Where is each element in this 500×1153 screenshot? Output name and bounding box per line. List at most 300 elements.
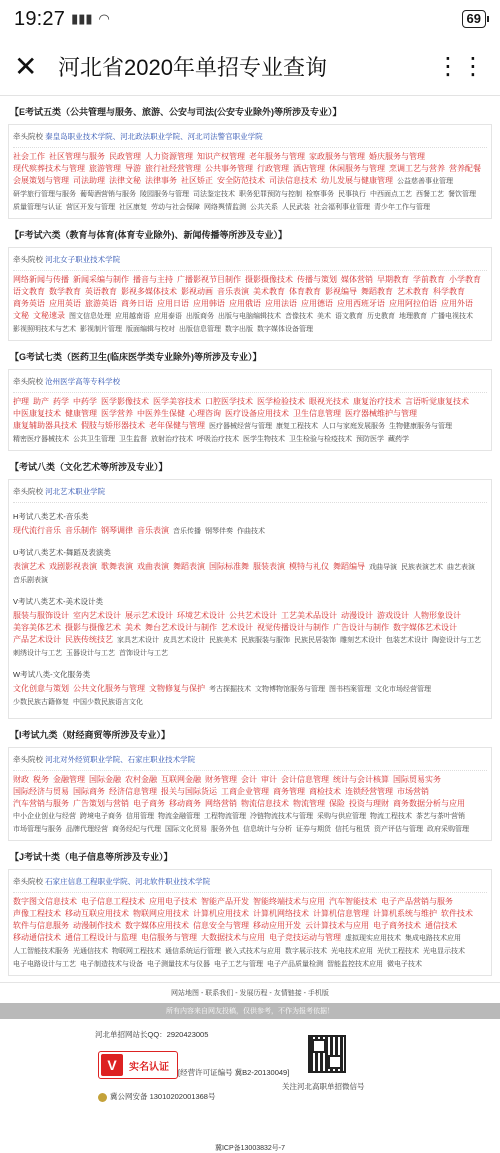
major-item: 数字媒体设备管理	[257, 326, 313, 333]
major-link[interactable]: 公共艺术设计	[229, 611, 277, 620]
major-item: 精密医疗器械技术	[13, 436, 69, 443]
major-item: 文化市场经营管理	[375, 686, 431, 693]
major-item: 资产评估与管理	[374, 826, 423, 833]
major-item: 版面编辑与校对	[126, 326, 175, 333]
major-link[interactable]: 社区矫正	[181, 176, 213, 185]
major-link[interactable]: 中医养生保健	[137, 409, 185, 418]
major-item: 陶瓷设计与工艺	[432, 637, 481, 644]
school-link[interactable]: 河北艺术职业学院	[45, 487, 106, 496]
major-link[interactable]: 数字图文信息技术	[13, 897, 77, 906]
major-item: 音乐传播	[173, 528, 201, 535]
major-item: 放射治疗技术	[151, 436, 193, 443]
major-link[interactable]: 国际贸易实务	[393, 775, 441, 784]
category-section	[8, 457, 492, 719]
major-item: 光通信技术	[73, 948, 108, 955]
major-list	[13, 896, 487, 971]
major-link[interactable]: 美术	[125, 623, 141, 632]
major-link[interactable]: 汽车营销与服务	[13, 799, 69, 808]
major-link[interactable]: 工艺美术品设计	[281, 611, 337, 620]
major-link[interactable]: 人力资源管理	[145, 152, 193, 161]
major-item: 公共卫生管理	[73, 436, 115, 443]
major-link[interactable]: 安全防范技术	[217, 176, 265, 185]
major-link[interactable]: 农村金融	[125, 775, 157, 784]
major-link[interactable]: 软件技术	[441, 909, 473, 918]
major-link[interactable]: 云计算技术与应用	[305, 921, 369, 930]
major-link[interactable]: 计算机网络技术	[253, 909, 309, 918]
major-link[interactable]: 大数据技术与应用	[201, 933, 265, 942]
major-link[interactable]: 室内艺术设计	[73, 611, 121, 620]
major-item: 中国少数民族语言文化	[73, 699, 143, 706]
major-link[interactable]: 营养配餐	[449, 164, 481, 173]
major-link[interactable]: 传播与策划	[297, 275, 337, 284]
major-item: 职务犯罪预防与控制	[239, 191, 302, 198]
major-item: 卫生检验与检疫技术	[289, 436, 352, 443]
major-link[interactable]: 应用日语	[157, 299, 189, 308]
major-link[interactable]: 英语教育	[85, 287, 117, 296]
major-link[interactable]: 家政服务与管理	[309, 152, 365, 161]
major-item: 数字展示技术	[285, 948, 327, 955]
major-link[interactable]: 互联网金融	[161, 775, 201, 784]
major-link[interactable]: 国际金融	[89, 775, 121, 784]
major-link[interactable]: 展示艺术设计	[125, 611, 173, 620]
major-link[interactable]: 电子竞技运动与管理	[269, 933, 341, 942]
major-link[interactable]: 学前教育	[413, 275, 445, 284]
major-link[interactable]: 审计	[261, 775, 277, 784]
major-item: 公共关系	[250, 204, 278, 211]
major-link[interactable]: 金融管理	[53, 775, 85, 784]
major-link[interactable]: 电子商务技术	[373, 921, 421, 930]
major-item: 应用越南语	[115, 313, 150, 320]
major-link[interactable]: 医学检验技术	[257, 397, 305, 406]
major-link[interactable]: 音乐制作	[65, 526, 97, 535]
major-item: 公益慈善事业管理	[397, 178, 453, 185]
major-link[interactable]: 中医康复技术	[13, 409, 61, 418]
major-item: 历史教育	[367, 313, 395, 320]
major-item: 电子测量技术与仪器	[147, 961, 210, 968]
major-item: 电子制造技术与设备	[80, 961, 143, 968]
major-link[interactable]: 钢琴调律	[101, 526, 133, 535]
major-link[interactable]: 艺术教育	[397, 287, 429, 296]
lead-schools-label: 牵头院校	[13, 877, 46, 886]
major-list	[13, 151, 487, 214]
major-link[interactable]: 声像工程技术	[13, 909, 61, 918]
major-link[interactable]: 移动通信技术	[13, 933, 61, 942]
subcategory-title: W考试八类-文化服务类	[13, 670, 91, 679]
major-link[interactable]: 物流信息技术	[241, 799, 289, 808]
police-emblem-icon	[98, 1093, 107, 1102]
major-link[interactable]: 服装表演	[253, 562, 285, 571]
major-link[interactable]: 假肢与矫形器技术	[81, 421, 145, 430]
major-link[interactable]: 摄影摄像技术	[245, 275, 293, 284]
major-item: 地理教育	[399, 313, 427, 320]
license-number: [经营许可证编号 冀B2-20130049]	[178, 1068, 290, 1077]
qr-label: 关注河北高职单招微信号	[282, 1082, 365, 1091]
major-link[interactable]: 舞蹈表演	[173, 562, 205, 571]
major-item: 研学旅行管理与服务	[13, 191, 76, 198]
subcategory	[13, 507, 487, 538]
major-link[interactable]: 媒体营销	[341, 275, 373, 284]
major-item: 智能监控技术应用	[327, 961, 383, 968]
major-link[interactable]: 应用法语	[265, 299, 297, 308]
major-link[interactable]: 连锁经营管理	[345, 787, 393, 796]
major-link[interactable]: 体育教育	[289, 287, 321, 296]
major-item: 信用管理	[126, 813, 154, 820]
major-item: 服务外包	[211, 826, 239, 833]
major-item: 首饰设计与工艺	[119, 650, 168, 657]
major-link[interactable]: 文物修复与保护	[149, 684, 205, 693]
footer-links[interactable]: 网站地图 - 联系我们 - 发展历程 - 友情链接 - 手机版	[171, 990, 329, 997]
major-link[interactable]: 行政管理	[257, 164, 289, 173]
major-link[interactable]: 烹调工艺与营养	[389, 164, 445, 173]
school-link[interactable]: 沧州医学高等专科学校	[45, 377, 121, 386]
subcategory	[13, 665, 487, 709]
major-link[interactable]: 动漫设计	[341, 611, 373, 620]
major-link[interactable]: 康复辅助器具技术	[13, 421, 77, 430]
major-link[interactable]: 影视多媒体技术	[121, 287, 177, 296]
major-link[interactable]: 网络营销	[205, 799, 237, 808]
major-link[interactable]: 计算机应用技术	[193, 909, 249, 918]
major-link[interactable]: 会计信息管理	[281, 775, 329, 784]
major-item: 跨境电子商务	[80, 813, 122, 820]
major-link[interactable]: 酒店管理	[293, 164, 325, 173]
major-link[interactable]: 公共事务管理	[205, 164, 253, 173]
major-link[interactable]: 旅行社经营管理	[145, 164, 201, 173]
major-link[interactable]: 数字媒体应用技术	[125, 921, 189, 930]
major-link[interactable]: 音乐表演	[137, 526, 169, 535]
major-link[interactable]: 财务管理	[205, 775, 237, 784]
major-item: 曲艺表演	[447, 564, 475, 571]
major-link[interactable]: 移动互联应用技术	[65, 909, 129, 918]
school-link[interactable]: 秦皇岛职业技术学院、河北政法职业学院、河北司法警官职业学院	[45, 132, 263, 141]
major-link[interactable]: 导游	[125, 164, 141, 173]
major-link[interactable]: 戏剧影视表演	[49, 562, 97, 571]
major-link[interactable]: 现代流行音乐	[13, 526, 61, 535]
school-link[interactable]: 河北对外经贸职业学院、石家庄职业技术学院	[45, 755, 196, 764]
verified-badge	[98, 1051, 178, 1079]
major-link[interactable]: 人物形象设计	[413, 611, 461, 620]
major-link[interactable]: 商检技术	[309, 787, 341, 796]
major-item: 中小企业创业与经营	[13, 813, 76, 820]
major-link[interactable]: 眼视光技术	[309, 397, 349, 406]
major-link[interactable]: 网络新闻与传播	[13, 275, 69, 284]
major-link[interactable]: 护理	[13, 397, 29, 406]
police-record	[98, 1091, 215, 1102]
major-link[interactable]: 模特与礼仪	[289, 562, 329, 571]
subcategory-title: H考试八类艺术-音乐类	[13, 512, 89, 521]
major-link[interactable]: 老年保健与管理	[149, 421, 205, 430]
major-item: 工程物流管理	[204, 813, 246, 820]
major-link[interactable]: 软件与信息服务	[13, 921, 69, 930]
police-record-text: 冀公网安备 13010202001368号	[110, 1092, 216, 1101]
major-link[interactable]: 歌舞表演	[101, 562, 133, 571]
major-link[interactable]: 报关与国际货运	[161, 787, 217, 796]
major-link[interactable]: 播音与主持	[133, 275, 173, 284]
major-link[interactable]: 应用英语	[49, 299, 81, 308]
major-link[interactable]: 投资与理财	[349, 799, 389, 808]
major-link[interactable]: 医学营养	[101, 409, 133, 418]
major-link[interactable]: 通信技术	[425, 921, 457, 930]
school-link[interactable]: 石家庄信息工程职业学院、河北软件职业技术学院	[45, 877, 211, 886]
major-link[interactable]: 广播影视节目制作	[177, 275, 241, 284]
major-link[interactable]: 智能终端技术与应用	[253, 897, 325, 906]
major-link[interactable]: 法律事务	[145, 176, 177, 185]
major-link[interactable]: 科学教育	[433, 287, 465, 296]
major-link[interactable]: 电信服务与管理	[141, 933, 197, 942]
major-link[interactable]: 医疗设备应用技术	[225, 409, 289, 418]
major-link[interactable]: 艺术设计	[221, 623, 253, 632]
major-item: 影视照明技术与艺术	[13, 326, 76, 333]
major-link[interactable]: 移动商务	[169, 799, 201, 808]
major-item: 音像技术	[285, 313, 313, 320]
major-item: 刺绣设计与工艺	[13, 650, 62, 657]
major-link[interactable]: 产品艺术设计	[13, 635, 61, 644]
major-item: 图书档案管理	[329, 686, 371, 693]
major-link[interactable]: 文化创意与策划	[13, 684, 69, 693]
major-link[interactable]: 经济信息管理	[109, 787, 157, 796]
major-link[interactable]: 游戏设计	[377, 611, 409, 620]
major-item: 葡萄酒营销与服务	[80, 191, 136, 198]
major-list	[13, 561, 487, 587]
major-link[interactable]: 电子信息工程技术	[81, 897, 145, 906]
major-link[interactable]: 医学美容技术	[153, 397, 201, 406]
major-link[interactable]: 商务英语	[13, 299, 45, 308]
major-item: 出版与电脑编辑技术	[218, 313, 281, 320]
major-item: 呼吸治疗技术	[197, 436, 239, 443]
major-item: 虚拟现实应用技术	[345, 935, 401, 942]
category-section	[8, 102, 492, 219]
subcategory	[13, 592, 487, 660]
wifi-icon: ◠	[98, 11, 110, 26]
major-link[interactable]: 医学影像技术	[101, 397, 149, 406]
major-link[interactable]: 动漫制作技术	[73, 921, 121, 930]
major-link[interactable]: 休闲服务与管理	[329, 164, 385, 173]
icp-record[interactable]: 冀ICP备13003832号-7	[214, 1145, 286, 1152]
major-link[interactable]: 保险	[329, 799, 345, 808]
major-link[interactable]: 税务	[33, 775, 49, 784]
major-link[interactable]: 新闻采编与制作	[73, 275, 129, 284]
major-link[interactable]: 早期教育	[377, 275, 409, 284]
major-link[interactable]: 汽车智能技术	[329, 897, 377, 906]
major-link[interactable]: 广告策划与营销	[73, 799, 129, 808]
major-link[interactable]: 商务管理	[273, 787, 305, 796]
major-link[interactable]: 民政管理	[109, 152, 141, 161]
major-item: 网络舆情监测	[204, 204, 246, 211]
category-heading: 【G考试七类（医药卫生(临床医学类专业除外)等所涉及专业）】	[10, 352, 262, 362]
category-box	[8, 479, 492, 719]
major-link[interactable]: 健康管理	[65, 409, 97, 418]
major-list	[13, 610, 487, 660]
major-link[interactable]: 国际商务	[73, 787, 105, 796]
major-item: 文物博物馆服务与管理	[255, 686, 325, 693]
verified-icon: V	[101, 1054, 123, 1076]
category-heading: 【E考试五类（公共管理与服务、旅游、公安与司法(公安专业除外)等所涉及专业）】	[10, 107, 342, 117]
major-link[interactable]: 戏曲表演	[137, 562, 169, 571]
subcategory-title: U考试八类艺术-舞蹈及表演类	[13, 548, 111, 557]
major-item: 微电子技术	[387, 961, 422, 968]
major-link[interactable]: 计算机信息管理	[313, 909, 369, 918]
subcategory	[13, 543, 487, 587]
major-link[interactable]: 卫生信息管理	[293, 409, 341, 418]
school-link[interactable]: 河北女子职业技术学院	[45, 255, 121, 264]
major-link[interactable]: 言语听觉康复技术	[405, 397, 469, 406]
major-item: 藏药学	[388, 436, 409, 443]
major-link[interactable]: 数学教育	[49, 287, 81, 296]
major-link[interactable]: 幼儿发展与健康管理	[321, 176, 393, 185]
major-item: 出版信息管理	[179, 326, 221, 333]
major-link[interactable]: 助产	[33, 397, 49, 406]
major-link[interactable]: 老年服务与管理	[249, 152, 305, 161]
major-link[interactable]: 应用阿拉伯语	[389, 299, 437, 308]
major-item: 作曲技术	[237, 528, 265, 535]
more-icon[interactable]: ⋮⋮	[436, 53, 486, 80]
major-link[interactable]: 现代殡葬技术与管理	[13, 164, 85, 173]
footer	[0, 982, 500, 1153]
contact-qq: 河北单招网站长QQ：2920423005	[95, 1030, 209, 1039]
major-item: 市场管理与服务	[13, 826, 62, 833]
major-link[interactable]: 应用德语	[301, 299, 333, 308]
major-link[interactable]: 视觉传播设计与制作	[257, 623, 329, 632]
major-link[interactable]: 舞台艺术设计与制作	[145, 623, 217, 632]
major-link[interactable]: 知识产权管理	[197, 152, 245, 161]
major-link[interactable]: 语文教育	[13, 287, 45, 296]
major-link[interactable]: 数字媒体艺术设计	[393, 623, 457, 632]
verified-label: 实名认证	[129, 1061, 169, 1073]
major-link[interactable]: 司法助理	[73, 176, 105, 185]
major-link[interactable]: 国际标准舞	[209, 562, 249, 571]
close-icon[interactable]: ✕	[14, 50, 38, 82]
major-link[interactable]: 广告设计与制作	[333, 623, 389, 632]
major-item: 茶艺与茶叶营销	[416, 813, 465, 820]
major-link[interactable]: 统计与会计核算	[333, 775, 389, 784]
major-item: 人民武装	[282, 204, 310, 211]
category-heading: 【I考试九类（财经商贸等所涉及专业）】	[10, 730, 171, 740]
lead-schools	[13, 373, 487, 393]
major-item: 政府采购管理	[427, 826, 469, 833]
subcategory-title: V考试八类艺术-美术设计类	[13, 597, 103, 606]
major-link[interactable]: 文秘	[13, 311, 29, 320]
lead-schools-label: 牵头院校	[13, 255, 46, 264]
major-link[interactable]: 康复治疗技术	[353, 397, 401, 406]
major-link[interactable]: 司法信息技术	[269, 176, 317, 185]
major-link[interactable]: 舞蹈教育	[361, 287, 393, 296]
major-link[interactable]: 会计	[241, 775, 257, 784]
major-link[interactable]: 商务日语	[121, 299, 153, 308]
major-item: 光电显示技术	[423, 948, 465, 955]
major-link[interactable]: 影视编导	[325, 287, 357, 296]
major-link[interactable]: 信息安全与管理	[193, 921, 249, 930]
qr-code	[308, 1035, 346, 1073]
major-link[interactable]: 公共文化服务与管理	[73, 684, 145, 693]
major-item: 应用泰语	[154, 313, 182, 320]
major-link[interactable]: 舞蹈编导	[333, 562, 365, 571]
major-item: 西餐工艺	[416, 191, 444, 198]
major-item: 音乐剧表演	[13, 577, 48, 584]
major-item: 考古探掘技术	[209, 686, 251, 693]
major-list	[13, 396, 487, 446]
major-link[interactable]: 小学教育	[449, 275, 481, 284]
major-link[interactable]: 应用电子技术	[149, 897, 197, 906]
major-item: 劳动与社会保障	[151, 204, 200, 211]
major-link[interactable]: 通信工程设计与监理	[65, 933, 137, 942]
lead-schools	[13, 873, 487, 893]
major-link[interactable]: 社会工作	[13, 152, 45, 161]
major-link[interactable]: 应用外语	[441, 299, 473, 308]
major-item: 康复工程技术	[276, 423, 318, 430]
lead-schools-label: 牵头院校	[13, 755, 46, 764]
major-link[interactable]: 社区管理与服务	[49, 152, 105, 161]
major-link[interactable]: 电子商务	[133, 799, 165, 808]
major-link[interactable]: 电子产品营销与服务	[381, 897, 453, 906]
major-item: 中西面点工艺	[370, 191, 412, 198]
major-link[interactable]: 法律文秘	[109, 176, 141, 185]
major-link[interactable]: 环境艺术设计	[177, 611, 225, 620]
major-link[interactable]: 智能产品开发	[201, 897, 249, 906]
page-title: 河北省2020年单招专业查询	[58, 55, 327, 80]
major-link[interactable]: 市场营销	[397, 787, 429, 796]
major-item: 人工智能技术服务	[13, 948, 69, 955]
major-link[interactable]: 民族传统技艺	[65, 635, 113, 644]
major-item: 民族美术	[209, 637, 237, 644]
major-link[interactable]: 计算机系统与维护	[373, 909, 437, 918]
major-item: 出版商务	[186, 313, 214, 320]
major-list	[13, 525, 487, 538]
major-item: 物流金融管理	[158, 813, 200, 820]
major-link[interactable]: 中药学	[73, 397, 97, 406]
major-link[interactable]: 会展策划与管理	[13, 176, 69, 185]
major-link[interactable]: 物流管理	[293, 799, 325, 808]
major-link[interactable]: 美容美体艺术	[13, 623, 61, 632]
major-link[interactable]: 美术教育	[253, 287, 285, 296]
major-link[interactable]: 商务数据分析与应用	[393, 799, 465, 808]
major-item: 司法鉴定技术	[193, 191, 235, 198]
major-link[interactable]: 文秘速录	[33, 311, 65, 320]
major-link[interactable]: 物联网应用技术	[133, 909, 189, 918]
major-item: 冷链物流技术与管理	[250, 813, 313, 820]
major-link[interactable]: 应用西班牙语	[337, 299, 385, 308]
major-link[interactable]: 国际经济与贸易	[13, 787, 69, 796]
category-heading: 【J考试十类（电子信息等所涉及专业）】	[10, 852, 173, 862]
battery-icon: 69	[462, 10, 486, 28]
major-link[interactable]: 摄影与摄像艺术	[65, 623, 121, 632]
category-heading: 【F考试六类（教育与体育(体育专业除外)、新闻传播等所涉及专业）】	[10, 230, 287, 240]
major-link[interactable]: 旅游英语	[85, 299, 117, 308]
major-link[interactable]: 音乐表演	[217, 287, 249, 296]
major-link[interactable]: 婚庆服务与管理	[369, 152, 425, 161]
major-link[interactable]: 应用俄语	[229, 299, 261, 308]
lead-schools-label: 牵头院校	[13, 377, 46, 386]
major-item: 品牌代理经营	[66, 826, 108, 833]
major-link[interactable]: 口腔医学技术	[205, 397, 253, 406]
nav-bar	[0, 38, 500, 96]
major-link[interactable]: 财政	[13, 775, 29, 784]
major-link[interactable]: 心理咨询	[189, 409, 221, 418]
major-item: 预防医学	[356, 436, 384, 443]
major-list	[13, 274, 487, 336]
major-link[interactable]: 服装与服饰设计	[13, 611, 69, 620]
major-link[interactable]: 药学	[53, 397, 69, 406]
major-link[interactable]: 医疗器械维护与管理	[345, 409, 417, 418]
major-link[interactable]: 应用韩语	[193, 299, 225, 308]
lead-schools-label: 牵头院校	[13, 487, 46, 496]
major-link[interactable]: 工商企业管理	[221, 787, 269, 796]
major-item: 物联网工程技术	[112, 948, 161, 955]
major-link[interactable]: 影视动画	[181, 287, 213, 296]
major-item: 玉器设计与工艺	[66, 650, 115, 657]
major-link[interactable]: 旅游管理	[89, 164, 121, 173]
major-link[interactable]: 移动应用开发	[253, 921, 301, 930]
lead-schools	[13, 128, 487, 148]
major-link[interactable]: 表演艺术	[13, 562, 45, 571]
